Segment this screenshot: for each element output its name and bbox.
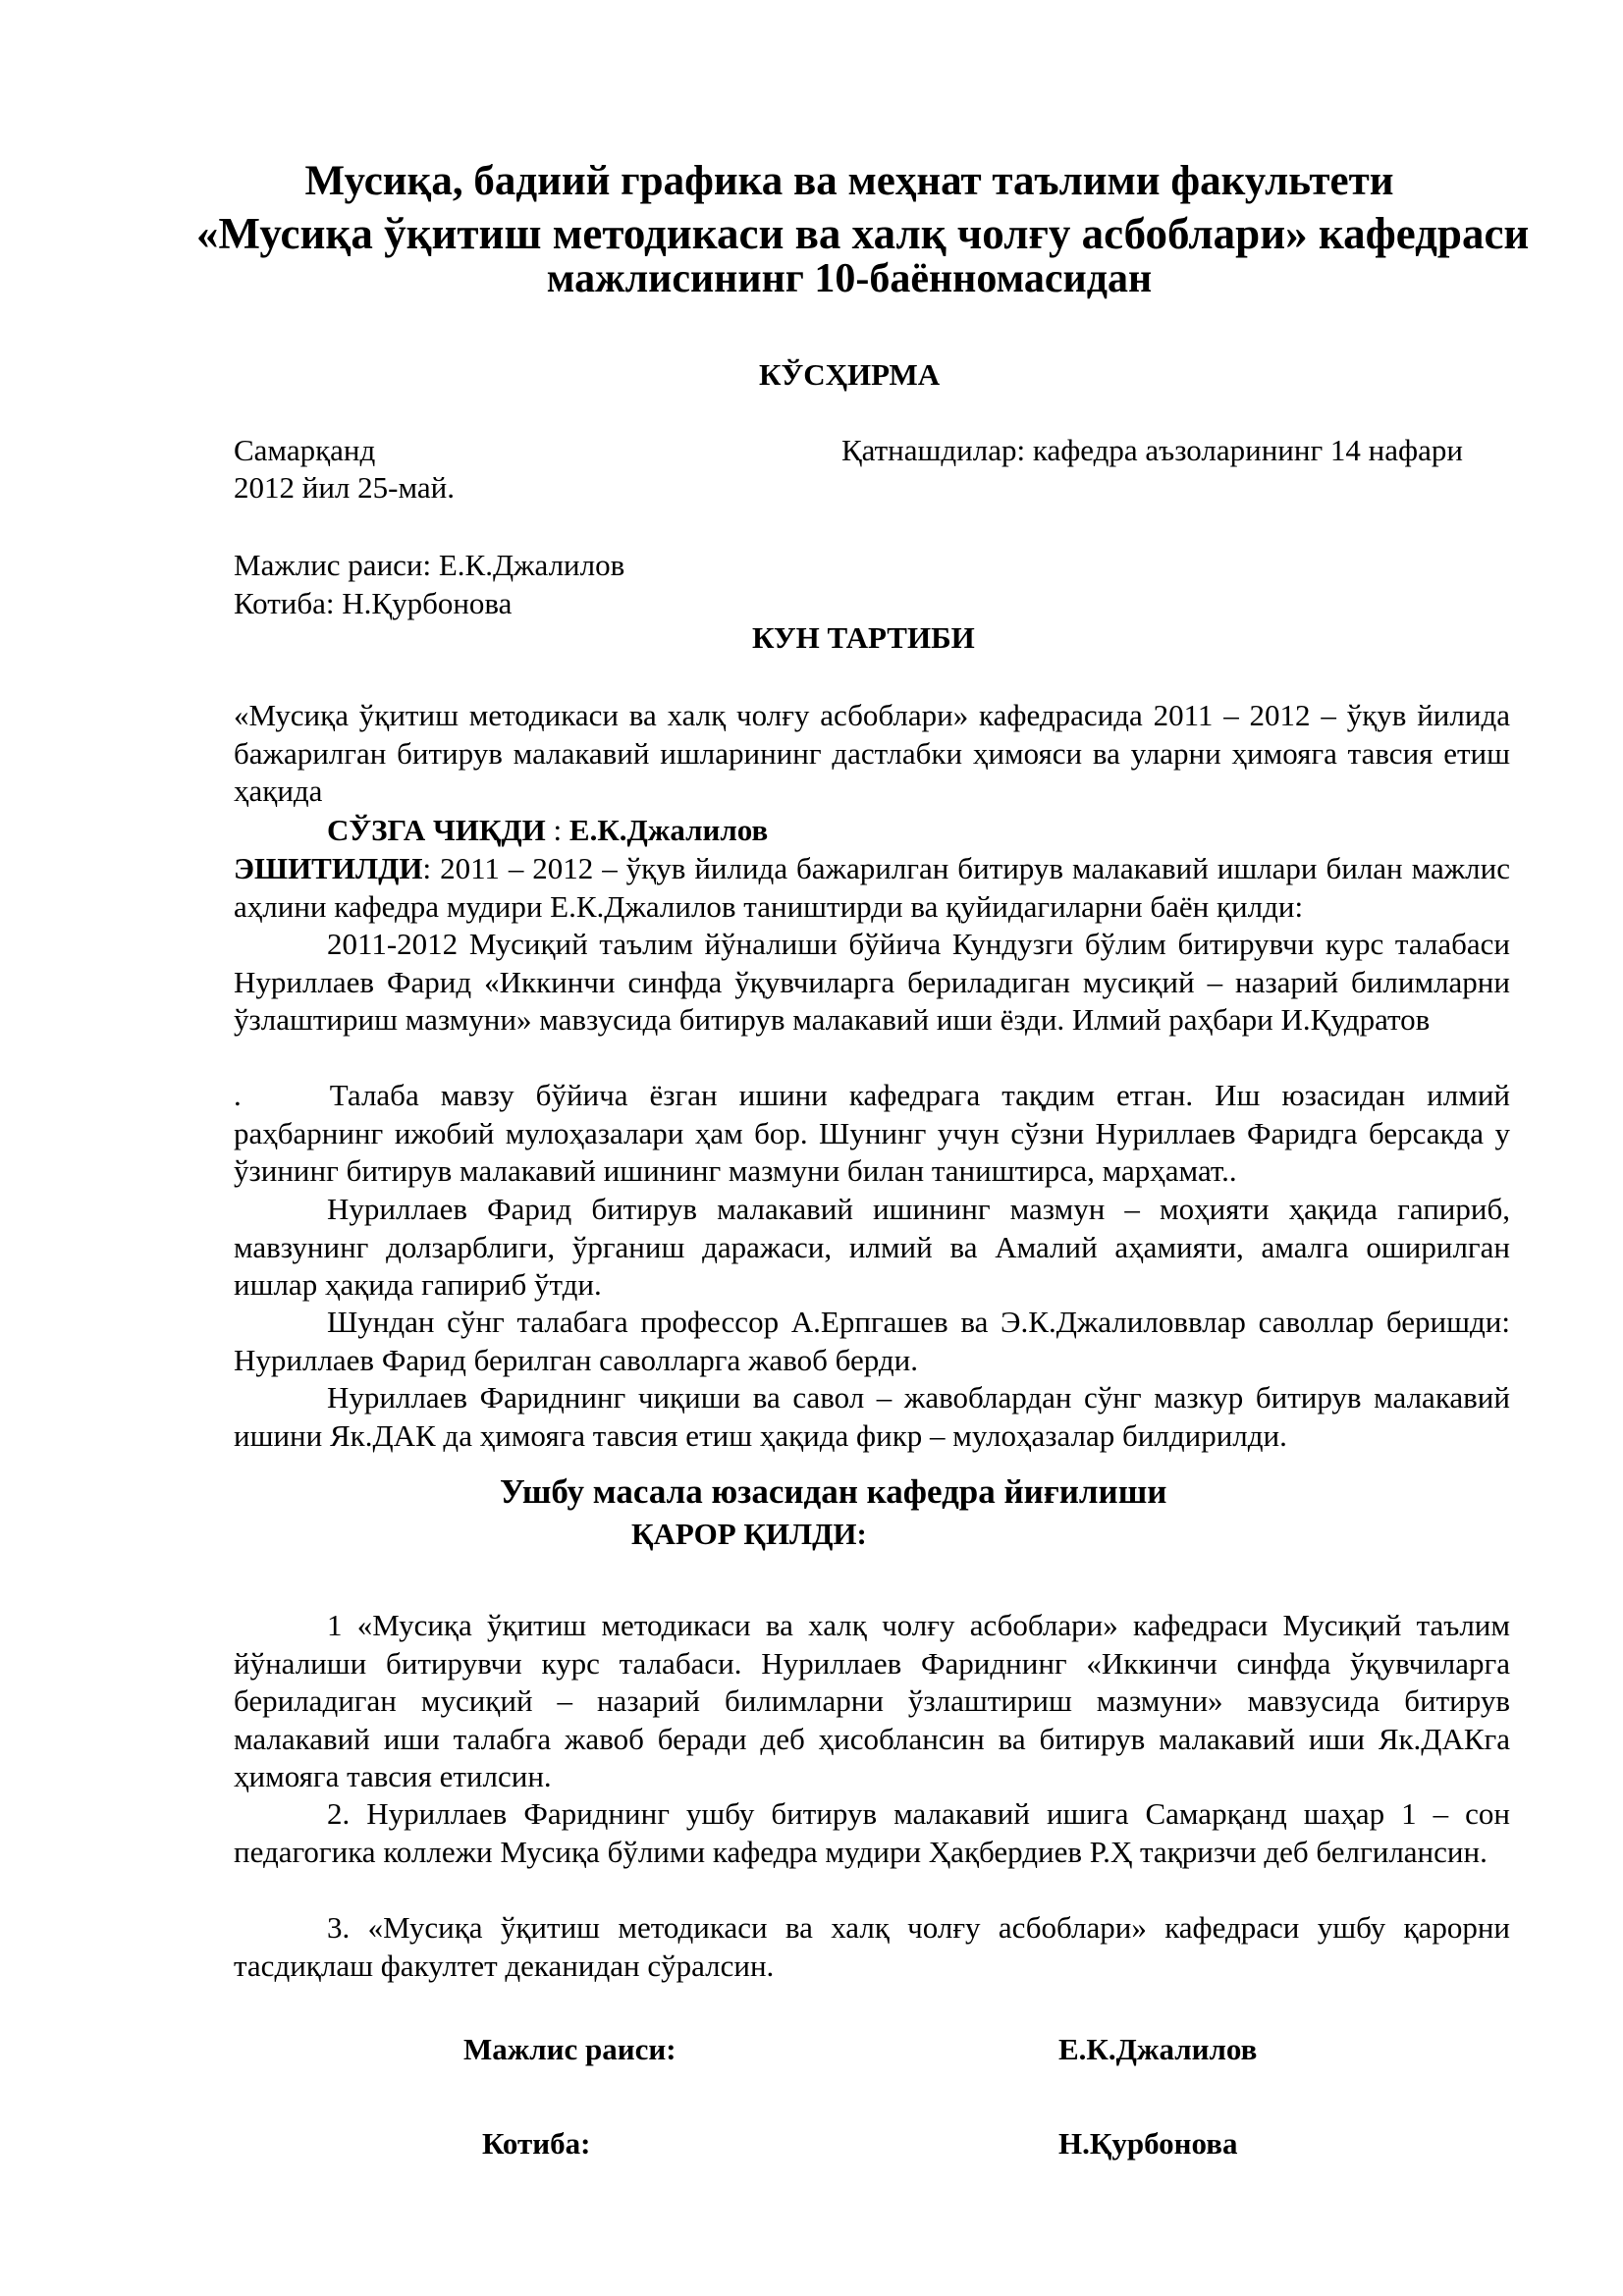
faculty-title: Мусиқа, бадиий графика ва меҳнат таълими факультети — [304, 158, 1394, 204]
signature-chair-label: Мажлис раиси: — [463, 2032, 676, 2066]
date-label: 2012 йил 25-май. — [234, 470, 455, 505]
paragraph-2 — [234, 1077, 1510, 1191]
agenda-text: «Мусиқа ўқитиш методикаси ва халқ чолғу асбоблари» кафедрасида 2011 – 2012 – ўқув йилида бажарилган битирув малакавий ишларининг дастлабки ҳимояси ва уларни ҳимояга тавсия етиш ҳақида — [234, 698, 1510, 808]
paragraph-2-text: Талаба мавзу бўйича ёзган ишини кафедрага тақдим етган. Иш юзасидан илмий раҳбарнинг ижобий мулоҳазалари ҳам бор. Шунинг учун сўзни Нуриллаев Фаридга берсакда у ўзининг битирув малакавий ишининг мазмуни билан таништирса, марҳамат.. — [234, 1078, 1510, 1188]
signature-secretary-name: Н.Қурбонова — [1058, 2126, 1238, 2161]
department-title — [196, 208, 1530, 259]
department-word: кафедраси — [1307, 209, 1530, 258]
protocol-title: мажлисининг 10-баённомасидан — [546, 256, 1153, 301]
heard-paragraph — [234, 850, 1510, 926]
secretary-label: Котиба: Н.Қурбонова — [234, 586, 513, 620]
signature-chair-name: Е.К.Джалилов — [1058, 2032, 1258, 2066]
paragraph-4: Шундан сўнг талабага профессор А.Ерпгашев ва Э.К.Джалиловвлар саволлар беришди: Нуриллаев Фарид берилган саволларга жавоб берди. — [234, 1305, 1510, 1377]
city-label: Самарқанд — [234, 433, 376, 467]
speaker-label: СЎЗГА ЧИҚДИ — [327, 813, 546, 847]
paragraph-3: Нуриллаев Фарид битирув малакавий ишининг мазмун – моҳияти ҳақида гапириб, мавзунинг долзарблиги, ўрганиш даражаси, илмий ва Амалий аҳамияти, амалга оширилган ишлар ҳақида гапириб ўтди. — [234, 1192, 1510, 1302]
speaker-line — [327, 813, 768, 848]
chair-label: Мажлис раиси: Е.К.Джалилов — [234, 548, 625, 582]
signature-secretary-label: Котиба: — [482, 2126, 591, 2161]
paragraph-2-lead: . — [234, 1078, 242, 1112]
decision-item-2: 2. Нуриллаев Фариднинг ушбу битирув малакавий ишига Самарқанд шаҳар 1 – сон педагогика коллежи Мусиқа бўлими кафедра мудири Ҳақбердиев Р.Ҳ тақризчи деб белгилансин. — [234, 1796, 1510, 1869]
decision-heading: Ушбу масала юзасидан кафедра йиғилиши — [500, 1472, 1167, 1511]
decision-item-3: 3. «Мусиқа ўқитиш методикаси ва халқ чолғу асбоблари» кафедраси ушбу қарорни тасдиқлаш факултет деканидан сўралсин. — [234, 1910, 1510, 1983]
decision-subheading: ҚАРОР ҚИЛДИ: — [631, 1517, 867, 1551]
speaker-separator: : — [545, 813, 569, 847]
department-name-quote: «Мусиқа ўқитиш методикаси ва халқ чолғу асбоблари» — [196, 209, 1308, 258]
paragraph-1: 2011-2012 Мусиқий таълим йўналиши бўйича Кундузги бўлим битирувчи курс талабаси Нуриллаев Фарид «Иккинчи синфда ўқувчиларга бериладиган мусиқий – назарий билимларни ўзлаштириш мазмуни» мавзусида битирув малакавий иши ёзди. Илмий раҳбари И.Қудратов — [234, 927, 1510, 1037]
paragraph-5: Нуриллаев Фариднинг чиқиши ва савол – жавоблардан сўнг мазкур битирув малакавий ишини Як.ДАК да ҳимояга тавсия етиш ҳақида фикр – мулоҳазалар билдирилди. — [234, 1380, 1510, 1453]
heard-label: ЭШИТИЛДИ — [234, 851, 423, 885]
agenda-heading: КУН ТАРТИБИ — [752, 620, 975, 655]
attendance-label: Қатнашдилар: кафедра аъзоларининг 14 нафари — [841, 433, 1463, 467]
heard-text: : 2011 – 2012 – ўқув йилида бажарилган битирув малакавий ишлари билан мажлис аҳлини кафедра мудири Е.К.Джалилов таништирди ва қуйидагиларни баён қилди: — [234, 851, 1510, 924]
document-type-heading: КЎСҲИРМА — [759, 357, 941, 392]
speaker-name: Е.К.Джалилов — [568, 813, 769, 847]
decision-item-1: 1 «Мусиқа ўқитиш методикаси ва халқ чолғу асбоблари» кафедраси Мусиқий таълим йўналиши битирувчи курс талабаси. Нуриллаев Фариднинг «Иккинчи синфда ўқувчиларга бериладиган мусиқий – назарий билимларни ўзлаштириш мазмуни» мавзусида битирув малакавий иши талабга жавоб беради деб ҳисоблансин ва битирув малакавий иши Як.ДАКга ҳимояга тавсия етилсин. — [234, 1608, 1510, 1793]
